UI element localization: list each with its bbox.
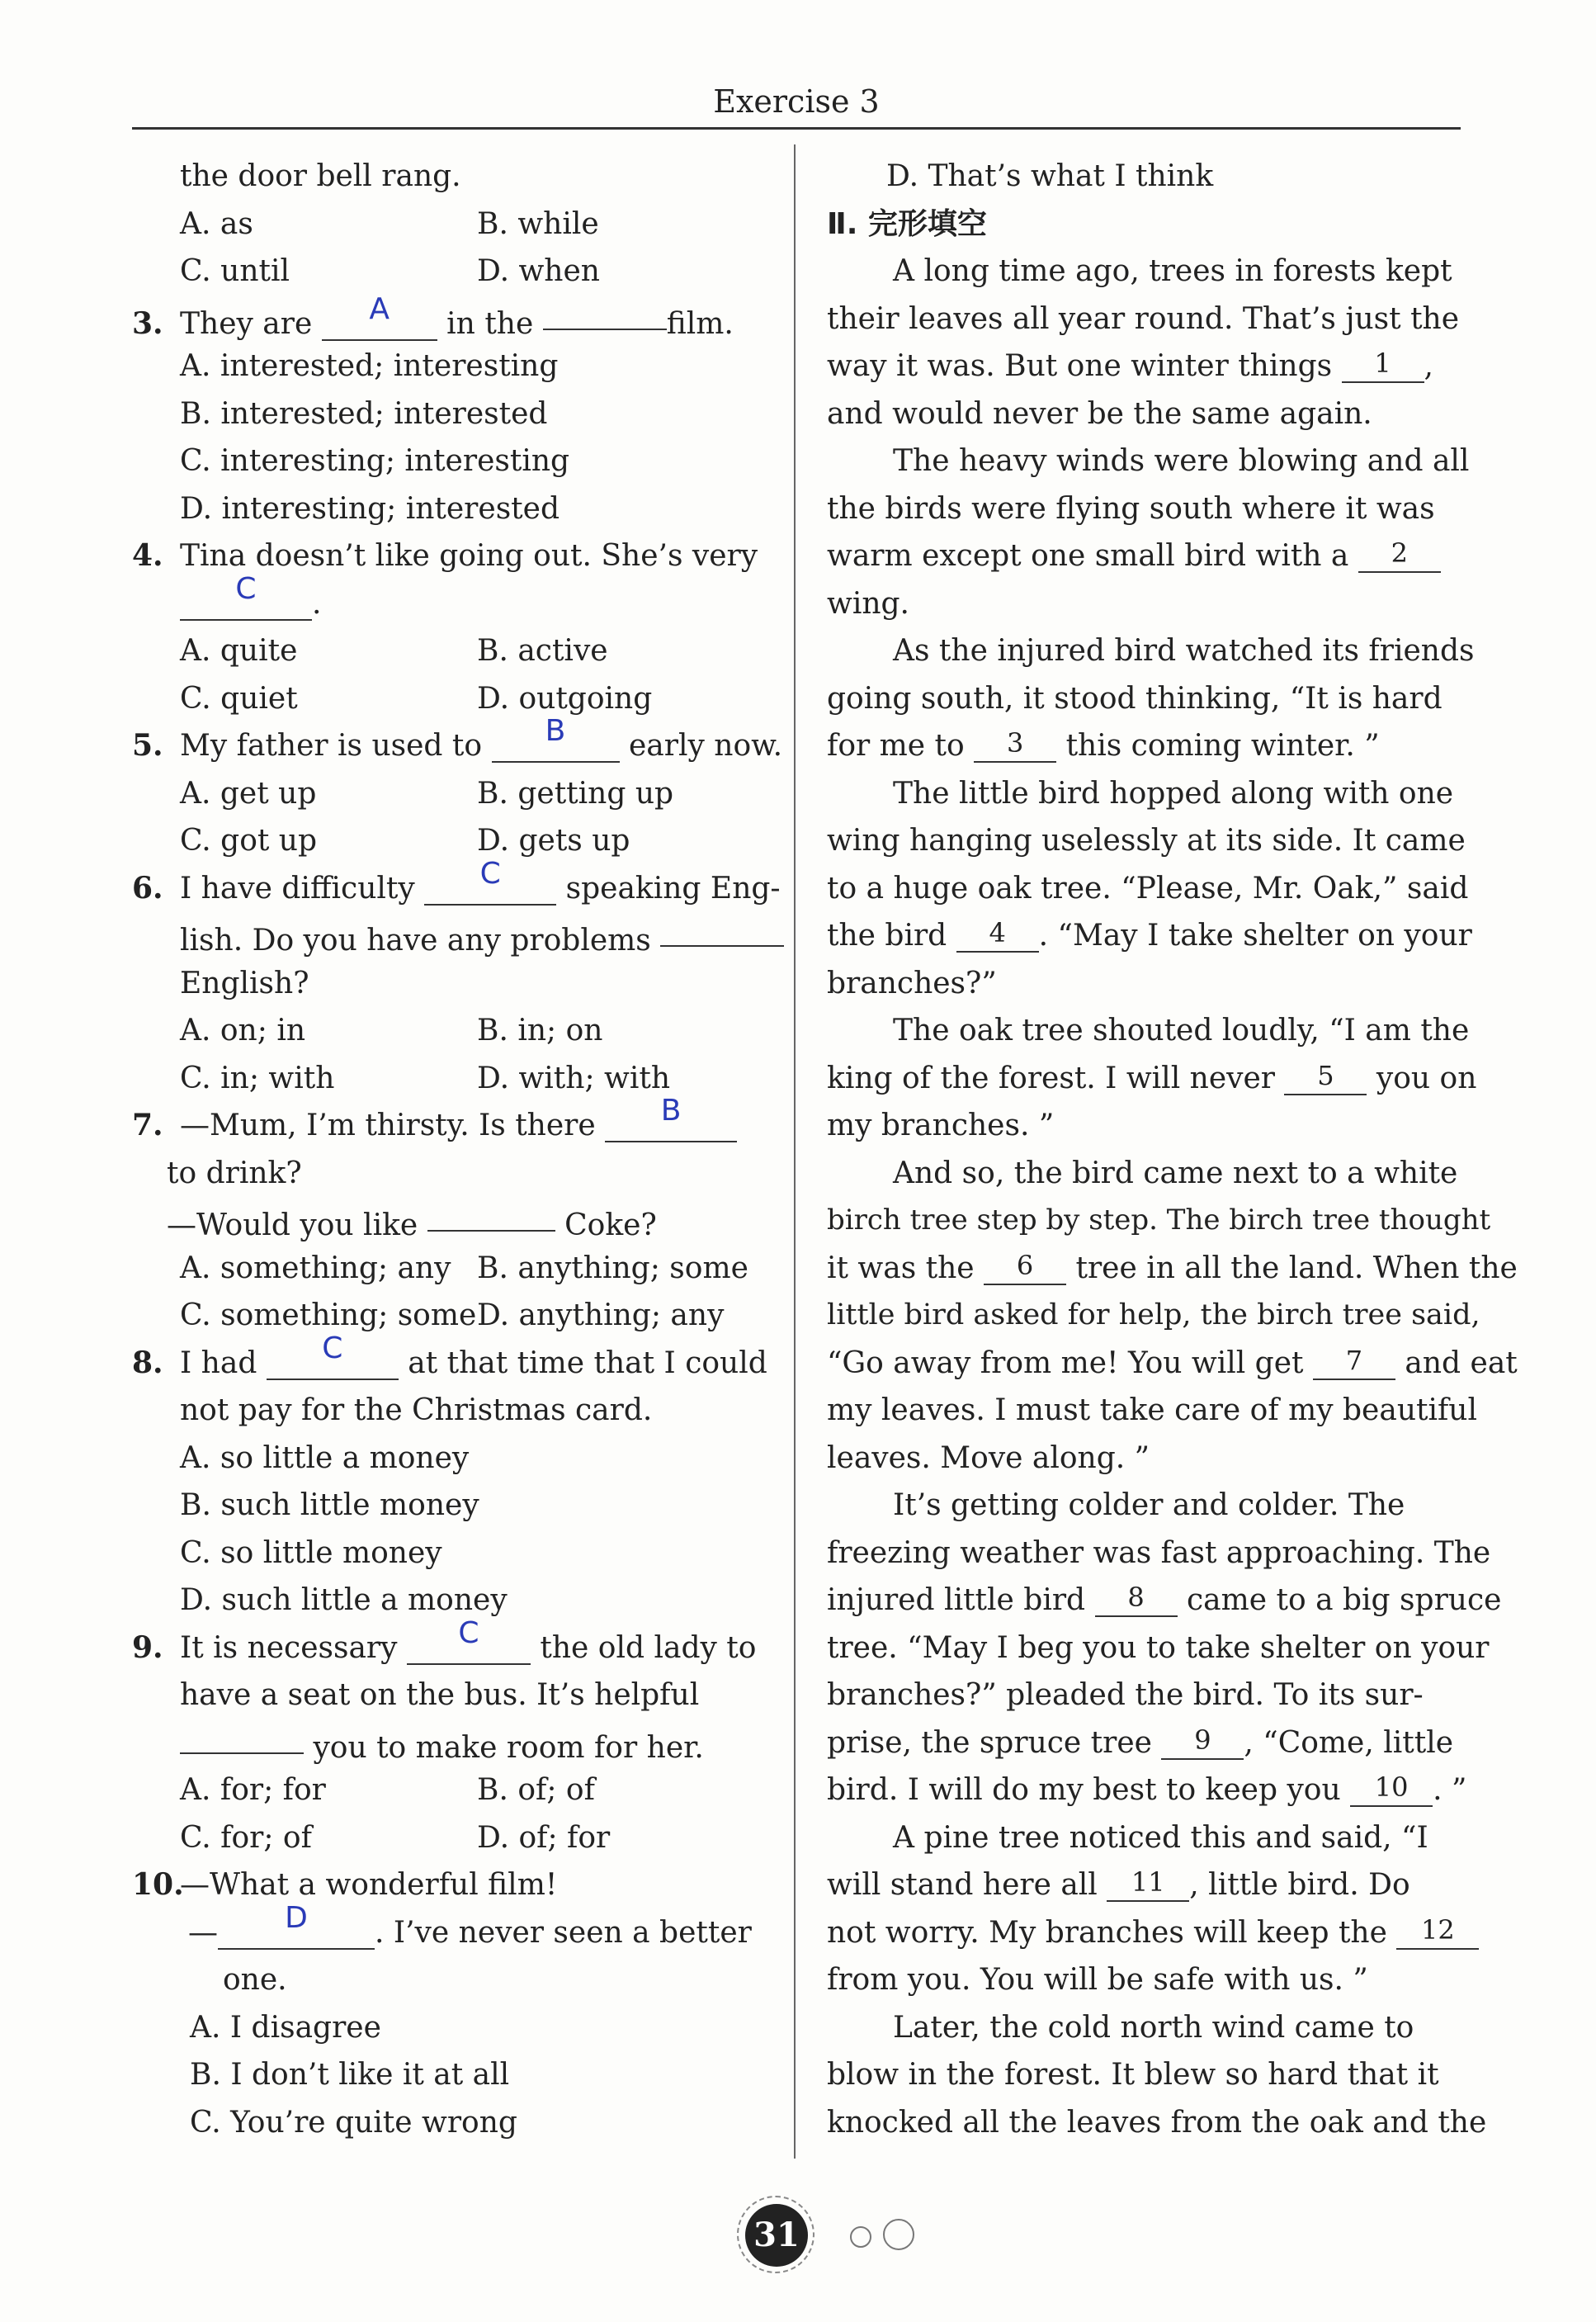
question-text: I have difficulty [180, 871, 415, 906]
passage-line [827, 1719, 1462, 1767]
q2-options-row2 [132, 248, 776, 296]
question-6 [132, 856, 781, 913]
q4-options-row1 [132, 627, 776, 675]
passage-line [827, 1766, 1467, 1814]
option: C. quiet [180, 681, 298, 716]
question-10 [132, 1861, 776, 1909]
question-text: English? [180, 966, 309, 1000]
option: A. as [180, 206, 253, 241]
option: C. interesting; interesting [180, 444, 570, 478]
q7-options-row2 [132, 1292, 776, 1340]
answer-blank [180, 571, 312, 621]
answer-mark: C [235, 571, 257, 606]
question-8 [132, 1331, 776, 1388]
blank-number: 12 [1421, 1913, 1455, 1946]
question-text: They are [180, 306, 313, 341]
question-6-line2 [132, 912, 776, 960]
blank-number: 11 [1131, 1866, 1165, 1898]
option: B. interested; interested [180, 396, 548, 431]
question-text: early now. [628, 729, 783, 763]
q6-options-row1 [132, 1007, 776, 1055]
question-number: 3. [132, 305, 163, 341]
question-number: 8. [132, 1345, 163, 1380]
passage-text: came to a big spruce [1187, 1583, 1502, 1617]
cloze-blank [984, 1247, 1066, 1285]
page-number: 31 [745, 2204, 808, 2267]
passage-text: blow in the forest. It blew so hard that it [827, 2058, 1439, 2092]
option: D. That’s what I think [886, 159, 1214, 193]
passage-text: tree. “May I beg you to take shelter on your [827, 1630, 1490, 1665]
question-text: the old lady to [540, 1630, 757, 1665]
cloze-blank [1161, 1722, 1244, 1760]
question-text: you to make room for her. [313, 1730, 704, 1765]
passage-line [827, 1245, 1518, 1293]
cloze-blank [956, 915, 1039, 953]
passage-text: king of the forest. I will never [827, 1061, 1275, 1095]
answer-blank [660, 909, 784, 947]
answer-mark: B [545, 714, 566, 748]
answer-blank [218, 1900, 375, 1950]
question-text: —Would you like [167, 1208, 418, 1242]
answer-mark: A [369, 291, 390, 326]
passage-text: from you. You will be safe with us. ” [827, 1963, 1368, 1997]
q7-options-row1 [132, 1245, 776, 1293]
answer-mark: C [458, 1615, 479, 1650]
cloze-blank [1358, 535, 1441, 573]
passage-text: , [1424, 349, 1433, 383]
passage-line [827, 1909, 1462, 1957]
question-7-line3 [132, 1197, 776, 1245]
answer-blank [180, 1716, 304, 1754]
option: D. outgoing [477, 681, 653, 716]
question-5 [132, 714, 783, 770]
q5-options-row1 [132, 770, 776, 818]
question-number: 7. [132, 1108, 163, 1142]
blank-number: 2 [1391, 537, 1409, 569]
answer-mark: C [479, 856, 501, 891]
passage-text: to a huge oak tree. “Please, Mr. Oak,” said [827, 871, 1469, 906]
question-text: My father is used to [180, 729, 483, 763]
option: A. I disagree [190, 2010, 381, 2045]
option: C. You’re quite wrong [190, 2105, 517, 2140]
passage-text: injured little bird [827, 1583, 1086, 1617]
option: B. while [477, 206, 599, 241]
blank-number: 3 [1006, 727, 1024, 759]
answer-mark: C [322, 1331, 343, 1365]
question-text: Coke? [564, 1208, 657, 1242]
answer-blank [424, 856, 556, 906]
option: B. active [477, 634, 608, 668]
answer-blank [543, 292, 667, 330]
option: C. something; some [180, 1298, 477, 1332]
option: B. I don’t like it at all [190, 2058, 510, 2092]
option: C. so little money [180, 1535, 442, 1570]
q9-options-row2 [132, 1814, 776, 1862]
page-header [132, 76, 1461, 130]
option: B. such little money [180, 1488, 479, 1522]
option: C. got up [180, 824, 318, 858]
passage-text: . “May I take shelter on your [1038, 919, 1472, 953]
option: C. for; of [180, 1820, 312, 1855]
option: D. with; with [477, 1061, 670, 1095]
question-text: in the [446, 306, 534, 341]
passage-text: It’s getting colder and colder. The [893, 1488, 1405, 1522]
question-4-blank-line [132, 571, 776, 628]
option: A. interested; interesting [180, 349, 559, 383]
passage-text: my leaves. I must take care of my beautiful [827, 1393, 1478, 1427]
question-10-line2: — D . I’ve never seen a better [188, 1900, 752, 1950]
question-text: . I’ve never seen a better [375, 1915, 752, 1950]
passage-text: wing. [827, 586, 910, 621]
passage-line [827, 722, 1462, 770]
cloze-blank [1350, 1769, 1433, 1807]
question-text: Tina doesn’t like going out. She’s very [180, 539, 758, 573]
question-number: 5. [132, 728, 163, 763]
question-9 [132, 1615, 776, 1672]
answer-blank [605, 1094, 737, 1142]
passage-text: you on [1376, 1061, 1477, 1095]
blank-number: 1 [1374, 348, 1391, 379]
question-text: —Mum, I’m thirsty. Is there [180, 1109, 596, 1142]
cloze-blank [1396, 1912, 1479, 1950]
blank-number: 4 [989, 917, 1006, 948]
cloze-blank [1107, 1864, 1189, 1902]
answer-blank [492, 714, 620, 763]
question-7 [132, 1094, 776, 1150]
blank-number: 8 [1127, 1582, 1145, 1613]
cloze-blank [1342, 345, 1424, 383]
blank-number: 9 [1194, 1724, 1211, 1756]
passage-line [827, 912, 1472, 960]
passage-text: A pine tree noticed this and said, “I [893, 1820, 1428, 1855]
decorative-circle-icon [883, 2219, 914, 2250]
passage-line [827, 1055, 1477, 1103]
passage-line [827, 532, 1462, 580]
passage-text: knocked all the leaves from the oak and the [827, 2105, 1487, 2140]
option: D. of; for [477, 1820, 611, 1855]
question-3 [132, 291, 776, 343]
option: B. of; of [477, 1773, 595, 1807]
answer-blank [427, 1194, 555, 1232]
passage-text: going south, it stood thinking, “It is hard [827, 681, 1443, 716]
question-text: speaking Eng- [565, 871, 781, 906]
blank-number: 7 [1345, 1344, 1363, 1376]
blank-number: 6 [1016, 1249, 1034, 1281]
answer-mark: D [285, 1900, 308, 1935]
passage-text: and would never be the same again. [827, 396, 1372, 431]
passage-text: the birds were flying south where it was [827, 491, 1435, 526]
option: A. on; in [180, 1014, 306, 1048]
passage-line [827, 248, 1462, 296]
q2-options-row1 [132, 201, 776, 248]
question-text: . [312, 586, 322, 621]
passage-text: “Go away from me! You will get [827, 1345, 1304, 1380]
passage-text: wing hanging uselessly at its side. It came [827, 824, 1466, 858]
left-column [132, 153, 783, 2146]
question-text: film. [666, 306, 734, 341]
answer-blank [267, 1331, 399, 1380]
passage-text: way it was. But one winter things [827, 349, 1333, 383]
passage-text: The oak tree shouted loudly, “I am the [893, 1014, 1470, 1048]
question-text: —What a wonderful film! [180, 1868, 558, 1902]
passage-text: birch tree step by step. The birch tree thought [827, 1204, 1491, 1237]
passage-line [827, 1340, 1518, 1388]
q9-options-row1 [132, 1766, 776, 1814]
passage-text: leaves. Move along. ” [827, 1440, 1150, 1475]
q5-options-row2 [132, 817, 776, 865]
passage-text: The little bird hopped along with one [893, 776, 1454, 811]
option: B. getting up [477, 776, 674, 811]
option: C. until [180, 254, 290, 288]
question-number: 10. [132, 1867, 184, 1902]
question-number: 9. [132, 1629, 163, 1665]
passage-text: As the injured bird watched its friends [893, 634, 1475, 668]
passage-text: little bird asked for help, the birch tree said, [827, 1298, 1480, 1331]
right-column [827, 153, 1518, 2146]
decorative-circle-icon [850, 2226, 871, 2248]
question-text: lish. Do you have any problems [180, 924, 651, 958]
question-text: have a seat on the bus. It’s helpful [180, 1678, 700, 1712]
cloze-blank [1284, 1057, 1367, 1095]
question-text: It is necessary [180, 1630, 398, 1665]
option: B. in; on [477, 1014, 603, 1048]
option: D. gets up [477, 824, 630, 858]
passage-text: bird. I will do my best to keep you [827, 1773, 1341, 1807]
q4-options-row2 [132, 675, 776, 723]
cloze-blank [1095, 1579, 1178, 1617]
option: A. quite [180, 634, 298, 668]
passage-line [827, 1861, 1462, 1909]
cloze-blank [1313, 1342, 1395, 1380]
question-4 [132, 532, 776, 580]
passage-text: tree in all the land. When the [1075, 1251, 1518, 1285]
option: A. so little a money [180, 1440, 470, 1475]
option: B. anything; some [477, 1251, 748, 1285]
column-divider [794, 144, 796, 2159]
option: A. something; any [180, 1251, 451, 1285]
blank-number: 5 [1317, 1059, 1334, 1091]
option: D. such little a money [180, 1583, 508, 1617]
passage-text: will stand here all [827, 1868, 1098, 1902]
passage-text: for me to [827, 729, 965, 763]
section-heading: Ⅱ. 完形填空 [827, 206, 987, 241]
passage-text: and eat [1405, 1345, 1518, 1380]
question-text: at that time that I could [408, 1345, 767, 1380]
answer-mark: B [660, 1094, 682, 1128]
option: C. in; with [180, 1061, 335, 1095]
question-text: I had [180, 1345, 257, 1380]
passage-text: their leaves all year round. That’s just the [827, 301, 1460, 336]
question-text: one. [223, 1963, 287, 1997]
passage-text: freezing weather was fast approaching. The [827, 1535, 1491, 1570]
option: D. anything; any [477, 1298, 725, 1332]
passage-text: my branches. ” [827, 1109, 1055, 1142]
passage-text: prise, the spruce tree [827, 1725, 1152, 1760]
option: A. for; for [180, 1773, 326, 1807]
blank-number: 10 [1374, 1771, 1409, 1803]
passage-text: Later, the cold north wind came to [893, 2010, 1414, 2045]
passage-text: branches?” pleaded the bird. To its sur- [827, 1678, 1424, 1712]
passage-text: the bird [827, 919, 947, 953]
question-number: 6. [132, 870, 163, 906]
passage-text: The heavy winds were blowing and all [893, 444, 1470, 478]
question-9-line3 [132, 1719, 776, 1767]
option: A. get up [180, 776, 317, 811]
passage-line [827, 296, 1462, 343]
passage-text: it was the [827, 1251, 975, 1285]
passage-text: this coming winter. ” [1065, 729, 1380, 763]
passage-text: A long time ago, trees in forests kept [893, 254, 1452, 288]
question-number: 4. [132, 538, 163, 573]
passage-text: . ” [1433, 1773, 1467, 1807]
passage-text: , little bird. Do [1189, 1868, 1410, 1902]
answer-blank [322, 291, 437, 341]
option: D. when [477, 254, 600, 288]
passage-text: branches?” [827, 966, 997, 1000]
answer-blank [407, 1615, 531, 1665]
page-title: Exercise 3 [713, 83, 880, 120]
q2-tail: the door bell rang. [180, 159, 461, 193]
passage-text: , “Come, little [1244, 1725, 1454, 1760]
question-text: to drink? [167, 1156, 302, 1190]
passage-text: not worry. My branches will keep the [827, 1915, 1387, 1950]
passage-text: And so, the bird came next to a white [893, 1156, 1458, 1190]
passage-line [827, 1577, 1502, 1624]
question-text: not pay for the Christmas card. [180, 1393, 653, 1427]
passage-line [827, 343, 1462, 390]
passage-text: warm except one small bird with a [827, 539, 1349, 573]
option: D. interesting; interested [180, 491, 560, 526]
cloze-blank [974, 725, 1056, 763]
